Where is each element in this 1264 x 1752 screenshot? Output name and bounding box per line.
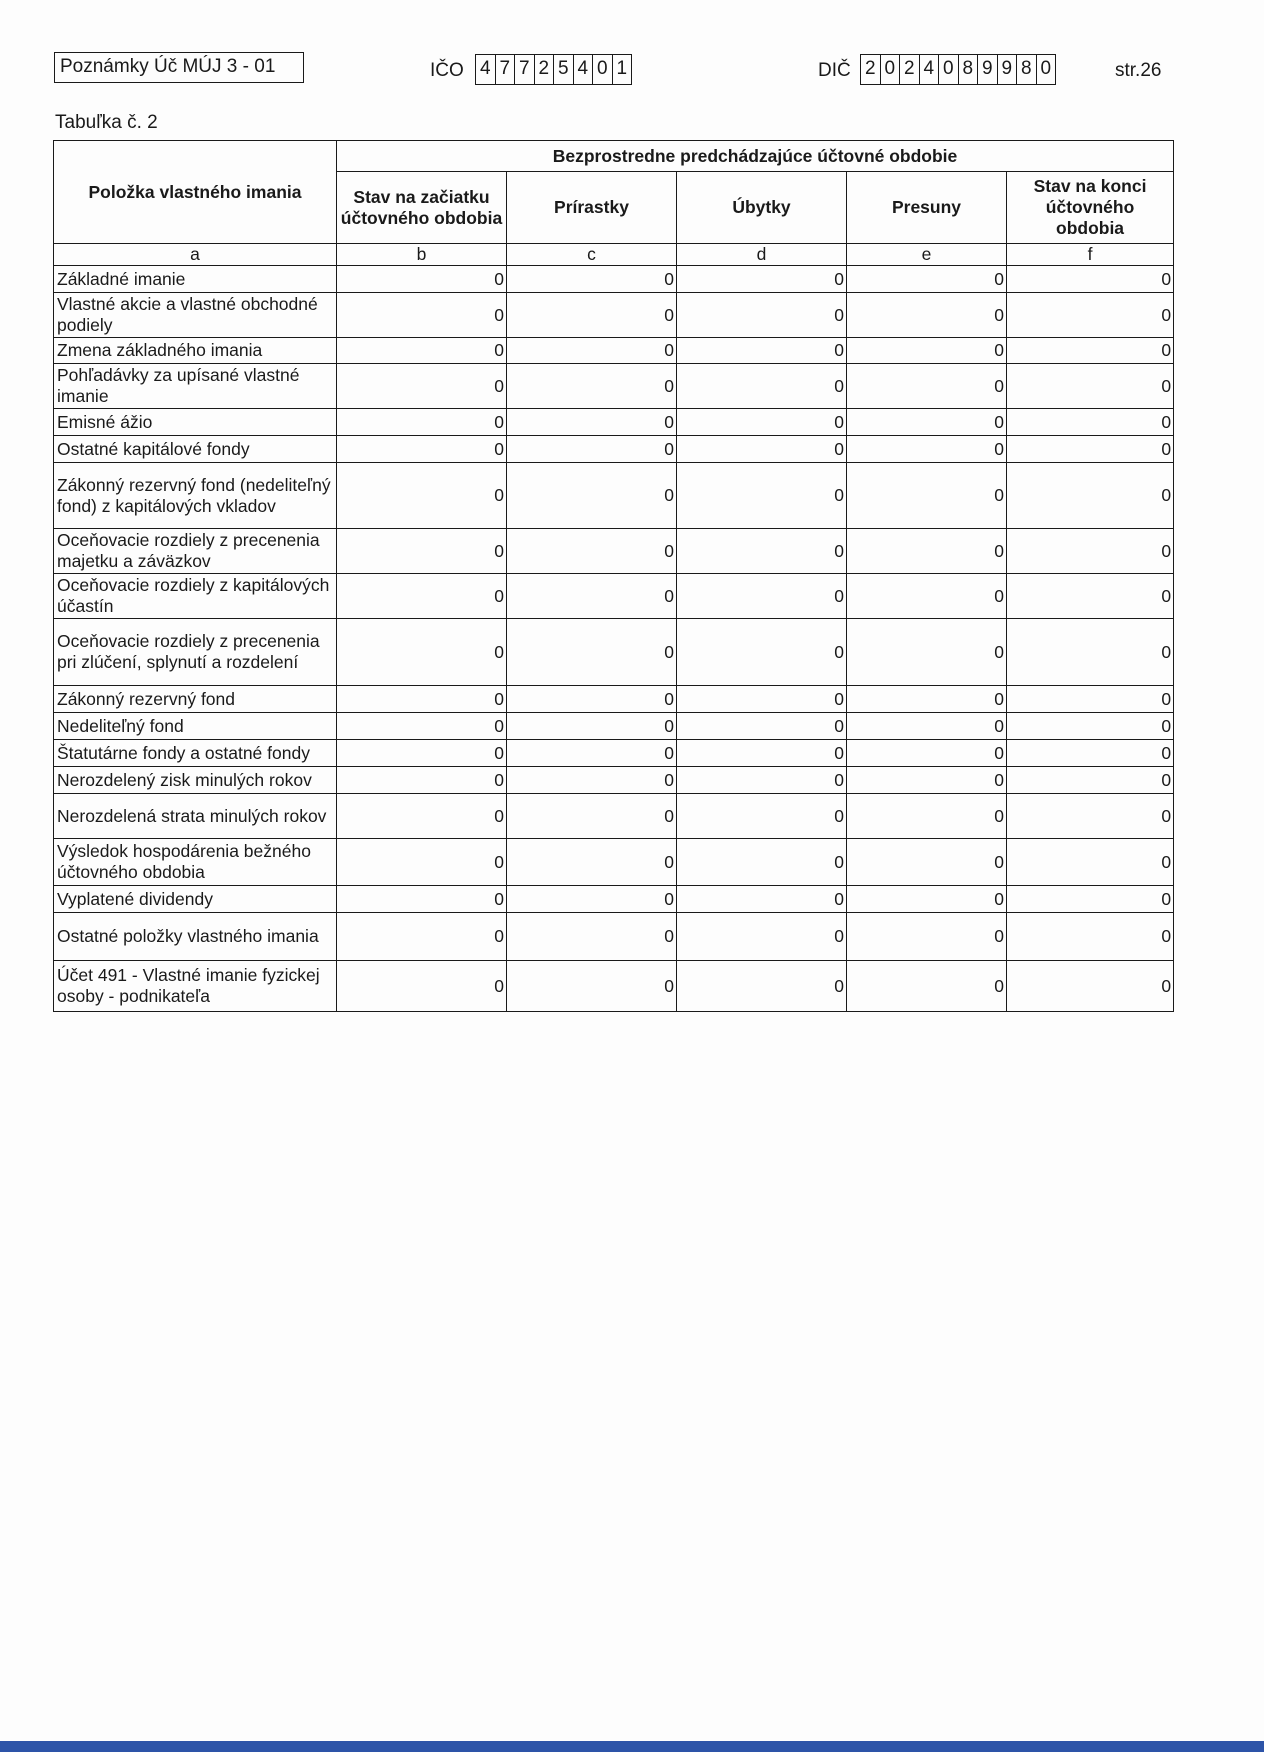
- cell-value: 0: [847, 463, 1007, 529]
- cell-value: 0: [677, 529, 847, 574]
- table-row: [54, 338, 1174, 364]
- cell-value: 0: [677, 839, 847, 886]
- cell-value: 0: [507, 436, 677, 463]
- table-row: [54, 364, 1174, 409]
- table-row: [54, 619, 1174, 686]
- col-header-group: Bezprostredne predchádzajúce účtovné obdobie: [337, 141, 1174, 172]
- cell-value: 0: [337, 686, 507, 713]
- col-letter: d: [677, 244, 847, 266]
- cell-value: 0: [677, 436, 847, 463]
- table-row: [54, 529, 1174, 574]
- table-row: [54, 436, 1174, 463]
- cell-value: 0: [337, 961, 507, 1012]
- row-label: Ostatné položky vlastného imania: [54, 913, 337, 961]
- cell-value: 0: [1007, 463, 1174, 529]
- digit-cell: 8: [959, 55, 979, 84]
- cell-value: 0: [1007, 740, 1174, 767]
- digit-cell: 8: [1017, 55, 1037, 84]
- digit-cell: 9: [998, 55, 1018, 84]
- cell-value: 0: [507, 740, 677, 767]
- cell-value: 0: [507, 961, 677, 1012]
- cell-value: 0: [1007, 338, 1174, 364]
- cell-value: 0: [677, 619, 847, 686]
- digit-cell: 5: [554, 55, 574, 84]
- cell-value: 0: [847, 436, 1007, 463]
- cell-value: 0: [507, 338, 677, 364]
- cell-value: 0: [1007, 574, 1174, 619]
- cell-value: 0: [847, 574, 1007, 619]
- col-header-end: Stav na konci účtovného obdobia: [1007, 172, 1174, 244]
- table-row: [54, 713, 1174, 740]
- cell-value: 0: [1007, 529, 1174, 574]
- cell-value: 0: [1007, 713, 1174, 740]
- cell-value: 0: [847, 839, 1007, 886]
- cell-value: 0: [847, 529, 1007, 574]
- ico-digits: [475, 54, 632, 85]
- cell-value: 0: [677, 574, 847, 619]
- col-header-start: Stav na začiatku účtovného obdobia: [337, 172, 507, 244]
- col-header-transfer: Presuny: [847, 172, 1007, 244]
- cell-value: 0: [677, 364, 847, 409]
- row-label: Vlastné akcie a vlastné obchodné podiely: [54, 293, 337, 338]
- cell-value: 0: [507, 686, 677, 713]
- col-letter: e: [847, 244, 1007, 266]
- row-label: Nerozdelená strata minulých rokov: [54, 794, 337, 839]
- row-label: Pohľadávky za upísané vlastné imanie: [54, 364, 337, 409]
- cell-value: 0: [847, 961, 1007, 1012]
- cell-value: 0: [337, 364, 507, 409]
- cell-value: 0: [677, 266, 847, 293]
- row-label: Účet 491 - Vlastné imanie fyzickej osoby - podnikateľa: [54, 961, 337, 1012]
- col-header-decrease: Úbytky: [677, 172, 847, 244]
- cell-value: 0: [1007, 839, 1174, 886]
- cell-value: 0: [847, 767, 1007, 794]
- col-letter: b: [337, 244, 507, 266]
- table-row: [54, 886, 1174, 913]
- cell-value: 0: [507, 364, 677, 409]
- digit-cell: 1: [613, 55, 633, 84]
- cell-value: 0: [507, 839, 677, 886]
- cell-value: 0: [337, 293, 507, 338]
- digit-cell: 2: [535, 55, 555, 84]
- cell-value: 0: [337, 574, 507, 619]
- cell-value: 0: [677, 463, 847, 529]
- cell-value: 0: [507, 574, 677, 619]
- equity-table: [53, 140, 1174, 1012]
- cell-value: 0: [1007, 886, 1174, 913]
- scan-edge-strip: [0, 1741, 1264, 1752]
- cell-value: 0: [337, 529, 507, 574]
- row-label: Vyplatené dividendy: [54, 886, 337, 913]
- digit-cell: 0: [881, 55, 901, 84]
- digit-cell: 4: [920, 55, 940, 84]
- row-label: Zmena základného imania: [54, 338, 337, 364]
- cell-value: 0: [337, 266, 507, 293]
- cell-value: 0: [337, 463, 507, 529]
- dic-label: DIČ: [818, 60, 851, 81]
- table-row: [54, 794, 1174, 839]
- cell-value: 0: [507, 794, 677, 839]
- digit-cell: 0: [1037, 55, 1057, 84]
- cell-value: 0: [1007, 767, 1174, 794]
- cell-value: 0: [677, 293, 847, 338]
- cell-value: 0: [847, 619, 1007, 686]
- cell-value: 0: [1007, 436, 1174, 463]
- table-row: [54, 913, 1174, 961]
- cell-value: 0: [507, 767, 677, 794]
- table-row: [54, 266, 1174, 293]
- cell-value: 0: [337, 886, 507, 913]
- digit-cell: 0: [939, 55, 959, 84]
- cell-value: 0: [677, 794, 847, 839]
- cell-value: 0: [1007, 409, 1174, 436]
- cell-value: 0: [847, 794, 1007, 839]
- page-number: str.26: [1115, 60, 1162, 81]
- table-row: [54, 839, 1174, 886]
- cell-value: 0: [507, 886, 677, 913]
- cell-value: 0: [507, 409, 677, 436]
- col-letter: c: [507, 244, 677, 266]
- cell-value: 0: [337, 740, 507, 767]
- table-row: [54, 961, 1174, 1012]
- cell-value: 0: [1007, 913, 1174, 961]
- row-label: Nerozdelený zisk minulých rokov: [54, 767, 337, 794]
- cell-value: 0: [847, 338, 1007, 364]
- cell-value: 0: [847, 913, 1007, 961]
- cell-value: 0: [677, 961, 847, 1012]
- cell-value: 0: [1007, 266, 1174, 293]
- ico-label: IČO: [430, 60, 464, 81]
- row-label: Oceňovacie rozdiely z precenenia pri zlúčení, splynutí a rozdelení: [54, 619, 337, 686]
- table-row: [54, 574, 1174, 619]
- digit-cell: 2: [861, 55, 881, 84]
- digit-cell: 0: [593, 55, 613, 84]
- digit-cell: 7: [515, 55, 535, 84]
- cell-value: 0: [847, 364, 1007, 409]
- dic-digits: [860, 54, 1056, 85]
- cell-value: 0: [337, 767, 507, 794]
- cell-value: 0: [337, 619, 507, 686]
- cell-value: 0: [1007, 293, 1174, 338]
- row-label: Štatutárne fondy a ostatné fondy: [54, 740, 337, 767]
- cell-value: 0: [1007, 364, 1174, 409]
- digit-cell: 9: [978, 55, 998, 84]
- form-name-box: Poznámky Úč MÚJ 3 - 01: [54, 52, 304, 83]
- cell-value: 0: [507, 713, 677, 740]
- cell-value: 0: [847, 713, 1007, 740]
- row-label: Ostatné kapitálové fondy: [54, 436, 337, 463]
- cell-value: 0: [507, 266, 677, 293]
- cell-value: 0: [847, 740, 1007, 767]
- cell-value: 0: [337, 794, 507, 839]
- table-row: [54, 740, 1174, 767]
- cell-value: 0: [507, 463, 677, 529]
- row-label: Nedeliteľný fond: [54, 713, 337, 740]
- cell-value: 0: [507, 293, 677, 338]
- row-label: Emisné ážio: [54, 409, 337, 436]
- table-label: Tabuľka č. 2: [55, 112, 158, 133]
- col-letter: a: [54, 244, 337, 266]
- col-header-item: Položka vlastného imania: [54, 141, 337, 244]
- col-header-increase: Prírastky: [507, 172, 677, 244]
- table-row: [54, 409, 1174, 436]
- cell-value: 0: [677, 913, 847, 961]
- cell-value: 0: [847, 266, 1007, 293]
- cell-value: 0: [677, 686, 847, 713]
- row-label: Oceňovacie rozdiely z kapitálových účastín: [54, 574, 337, 619]
- cell-value: 0: [337, 409, 507, 436]
- table-row: [54, 767, 1174, 794]
- table-row: [54, 293, 1174, 338]
- cell-value: 0: [337, 839, 507, 886]
- digit-cell: 2: [900, 55, 920, 84]
- cell-value: 0: [1007, 619, 1174, 686]
- cell-value: 0: [847, 293, 1007, 338]
- cell-value: 0: [1007, 686, 1174, 713]
- digit-cell: 4: [574, 55, 594, 84]
- cell-value: 0: [677, 338, 847, 364]
- row-label: Oceňovacie rozdiely z precenenia majetku a záväzkov: [54, 529, 337, 574]
- cell-value: 0: [847, 686, 1007, 713]
- cell-value: 0: [507, 529, 677, 574]
- cell-value: 0: [507, 913, 677, 961]
- cell-value: 0: [337, 436, 507, 463]
- cell-value: 0: [1007, 794, 1174, 839]
- cell-value: 0: [677, 767, 847, 794]
- row-label: Zákonný rezervný fond (nedeliteľný fond) z kapitálových vkladov: [54, 463, 337, 529]
- cell-value: 0: [337, 338, 507, 364]
- cell-value: 0: [337, 913, 507, 961]
- digit-cell: 4: [476, 55, 496, 84]
- cell-value: 0: [677, 409, 847, 436]
- cell-value: 0: [677, 713, 847, 740]
- row-label: Základné imanie: [54, 266, 337, 293]
- cell-value: 0: [847, 409, 1007, 436]
- cell-value: 0: [337, 713, 507, 740]
- cell-value: 0: [1007, 961, 1174, 1012]
- table-row: [54, 463, 1174, 529]
- table-row: [54, 686, 1174, 713]
- cell-value: 0: [847, 886, 1007, 913]
- row-label: Zákonný rezervný fond: [54, 686, 337, 713]
- row-label: Výsledok hospodárenia bežného účtovného obdobia: [54, 839, 337, 886]
- digit-cell: 7: [496, 55, 516, 84]
- cell-value: 0: [677, 740, 847, 767]
- col-letter: f: [1007, 244, 1174, 266]
- cell-value: 0: [507, 619, 677, 686]
- cell-value: 0: [677, 886, 847, 913]
